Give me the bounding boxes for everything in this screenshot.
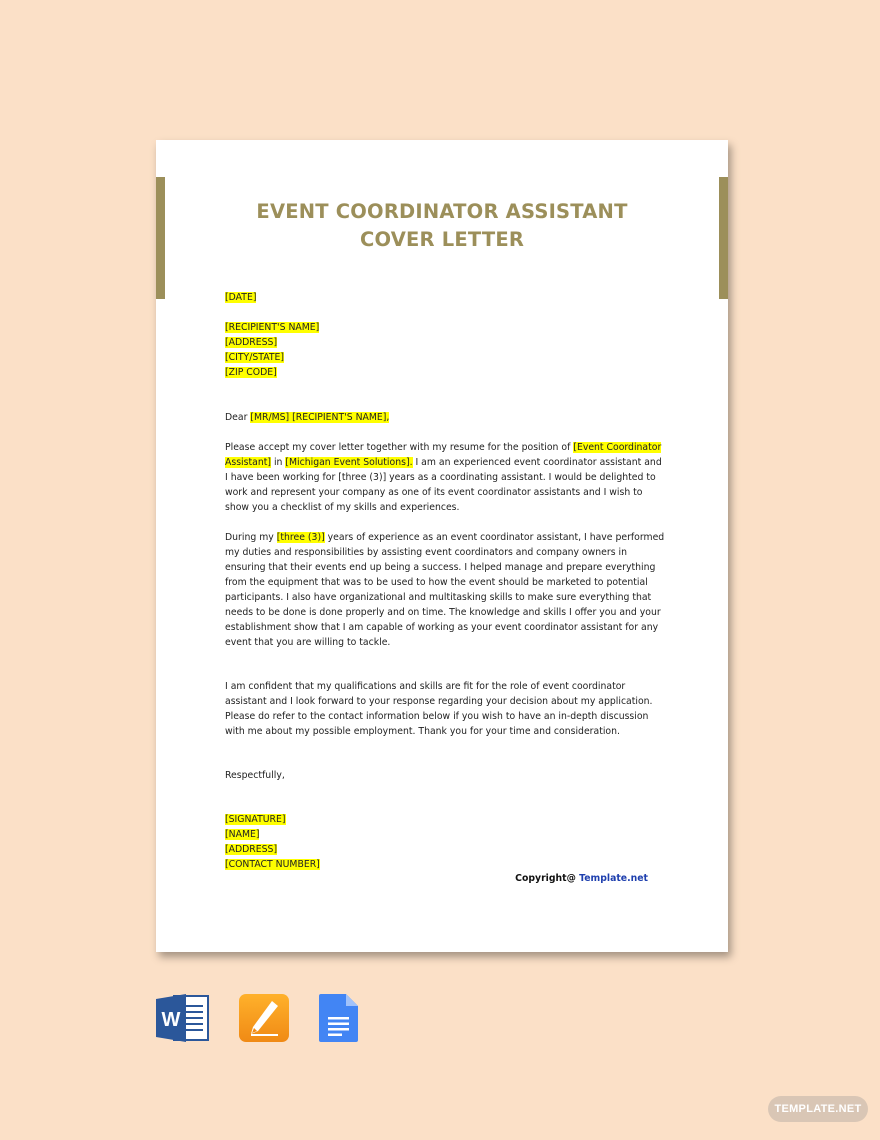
salutation-placeholder: [MR/MS] [RECIPIENT'S NAME], bbox=[250, 412, 390, 423]
signature-line bbox=[225, 812, 665, 827]
date-placeholder: [DATE] bbox=[225, 292, 257, 303]
svg-text:W: W bbox=[161, 1009, 181, 1031]
sender-address-placeholder: [ADDRESS] bbox=[225, 844, 278, 855]
company-placeholder: [Michigan Event Solutions]. bbox=[285, 457, 413, 468]
template-net-link[interactable]: Template.net bbox=[579, 873, 648, 884]
date-line bbox=[225, 290, 665, 305]
copyright-label: Copyright@ bbox=[515, 873, 580, 884]
document-title bbox=[156, 198, 728, 254]
sender-name-placeholder: [NAME] bbox=[225, 829, 260, 840]
paragraph-2: During my [three (3)] years of experience as an event coordinator assistant, I have performed my duties and responsibilities by assisting event coordinators and company owners in ensuring that their events end up being a success. I helped manage and prepare everything from the equipment that was to be used to how the event should be marketed to potential participants. I also have organizational and multitasking skills to make sure everything that needs to be done is done properly and on time. The knowledge and skills I offer you and your establishment show that I am capable of working as your event coordinator assistant for any event that you are willing to tackle. bbox=[225, 532, 665, 648]
closing: Respectfully, bbox=[225, 770, 285, 781]
title-line-2: COVER LETTER bbox=[359, 228, 525, 251]
contact-placeholder: [CONTACT NUMBER] bbox=[225, 859, 320, 870]
copyright-notice bbox=[515, 873, 648, 884]
pages-icon[interactable] bbox=[238, 993, 290, 1047]
recipient-zip-line bbox=[225, 365, 665, 380]
letter-body bbox=[225, 290, 665, 872]
sender-name-line bbox=[225, 827, 665, 842]
position-placeholder: [Event Coordinator Assistant] bbox=[225, 442, 662, 468]
salutation-prefix: Dear bbox=[225, 412, 251, 423]
contact-line bbox=[225, 857, 665, 872]
signature-placeholder: [SIGNATURE] bbox=[225, 814, 286, 825]
letter-preview bbox=[156, 140, 728, 952]
recipient-name-placeholder: [RECIPIENT'S NAME] bbox=[225, 322, 320, 333]
city-state-placeholder: [CITY/STATE] bbox=[225, 352, 285, 363]
recipient-address-line bbox=[225, 335, 665, 350]
paragraph-3: I am confident that my qualifications and skills are fit for the role of event coordinator assistant and I look forward to your response regarding your decision about my application. Please do refer to the contact information below if you wish to have an in-depth discussion with me about my possible employment. Thank you for your time and consideration. bbox=[225, 681, 653, 737]
salutation bbox=[225, 410, 665, 425]
template-net-watermark: TEMPLATE.NET bbox=[768, 1096, 868, 1122]
years-placeholder: [three (3)] bbox=[276, 532, 325, 543]
google-docs-icon[interactable] bbox=[318, 993, 360, 1047]
word-icon[interactable] bbox=[156, 993, 210, 1047]
title-line-1: EVENT COORDINATOR ASSISTANT bbox=[256, 200, 628, 223]
sender-address-line bbox=[225, 842, 665, 857]
recipient-name-line bbox=[225, 320, 665, 335]
paragraph-1: Please accept my cover letter together with my resume for the position of [Event Coordinator Assistant] in [Michigan Event Solutions]. I am an experienced event coordinator assistant and I have been working for [three (3)] years as a coordinating assistant. I would be delighted to work and represent your company as one of its event coordinator assistants and I wish to show you a checklist of my skills and experiences. bbox=[225, 442, 662, 513]
zip-placeholder: [ZIP CODE] bbox=[225, 367, 277, 378]
recipient-city-line bbox=[225, 350, 665, 365]
recipient-address-placeholder: [ADDRESS] bbox=[225, 337, 278, 348]
